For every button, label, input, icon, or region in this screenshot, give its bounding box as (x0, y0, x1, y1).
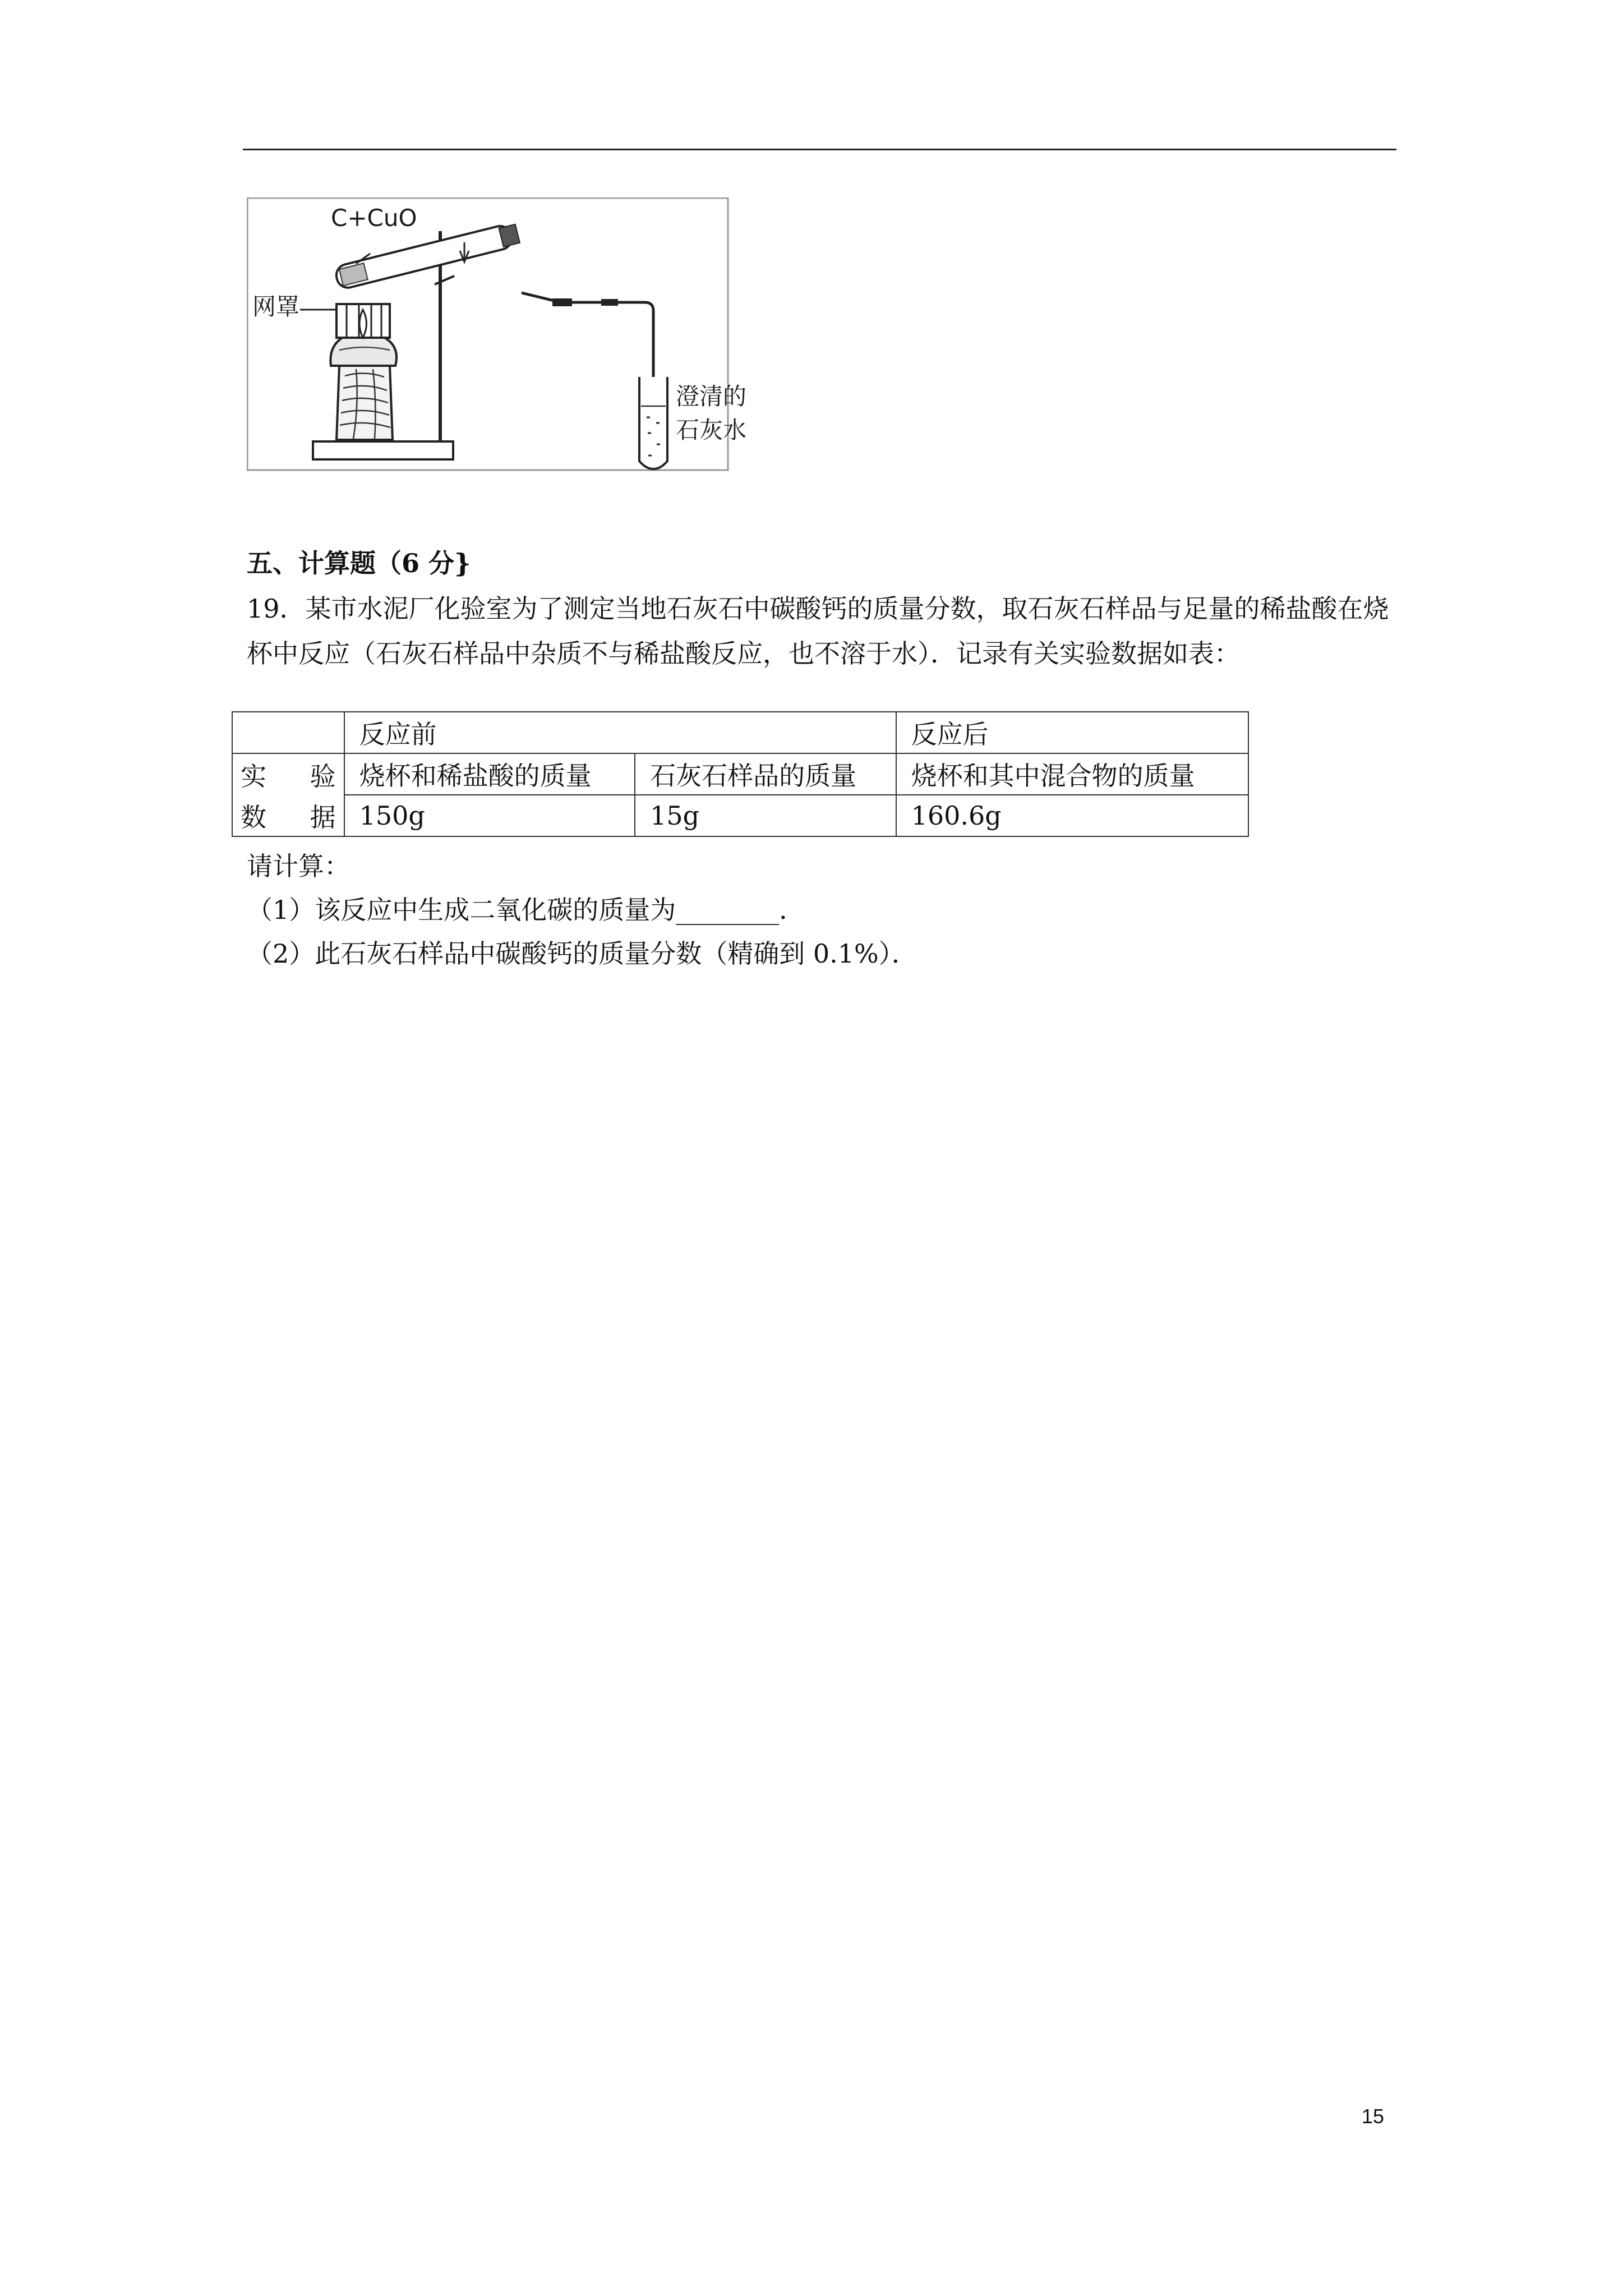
table-row-label-bottom: 数 据 (232, 795, 344, 836)
label-limewater-line1: 澄清的 (676, 383, 747, 410)
label-reactant: C+CuO (331, 204, 417, 232)
table-row (232, 753, 1248, 795)
calc-prompt: 请计算： (247, 851, 350, 881)
table-row (232, 712, 1248, 753)
experiment-figure (247, 197, 747, 471)
data-table (232, 711, 1249, 837)
stand-base (313, 441, 453, 459)
section-title: 五、计算题（6 分} (247, 548, 471, 578)
delivery-tube (522, 293, 653, 385)
question-text: 19．某市水泥厂化验室为了测定当地石灰石中碳酸钙的质量分数，取石灰石样品与足量的稀盐酸在烧杯中反应（石灰石样品中杂质不与稀盐酸反应，也不溶于水）．记录有关实验数据如表： (247, 593, 1389, 669)
flame (359, 310, 367, 338)
table-header-before: 反应前 (344, 712, 896, 753)
label-limewater-line2: 石灰水 (676, 416, 747, 444)
page-number: 15 (1362, 2105, 1385, 2128)
table-column-header: 烧杯和其中混合物的质量 (896, 753, 1248, 795)
table-cell-empty (232, 712, 344, 753)
subquestion-1: （1）该反应中生成二氧化碳的质量为________． (247, 895, 805, 925)
table-value: 150g (344, 795, 635, 836)
test-tube-horizontal (334, 222, 520, 290)
table-row (232, 795, 1248, 836)
table-row-label-top: 实 验 (232, 753, 344, 795)
table-column-header: 石灰石样品的质量 (635, 753, 896, 795)
table-value: 160.6g (896, 795, 1248, 836)
header-rule (243, 149, 1396, 150)
label-gauze: 网罩 (252, 293, 300, 320)
table-column-header: 烧杯和稀盐酸的质量 (344, 753, 635, 795)
subquestion-2: （2）此石灰石样品中碳酸钙的质量分数（精确到 0.1%）． (247, 938, 917, 969)
test-tube-vertical (639, 377, 667, 469)
apparatus-drawing (247, 197, 729, 471)
rubber-joint (552, 298, 572, 306)
table-value: 15g (635, 795, 896, 836)
table-header-after: 反应后 (896, 712, 1248, 753)
